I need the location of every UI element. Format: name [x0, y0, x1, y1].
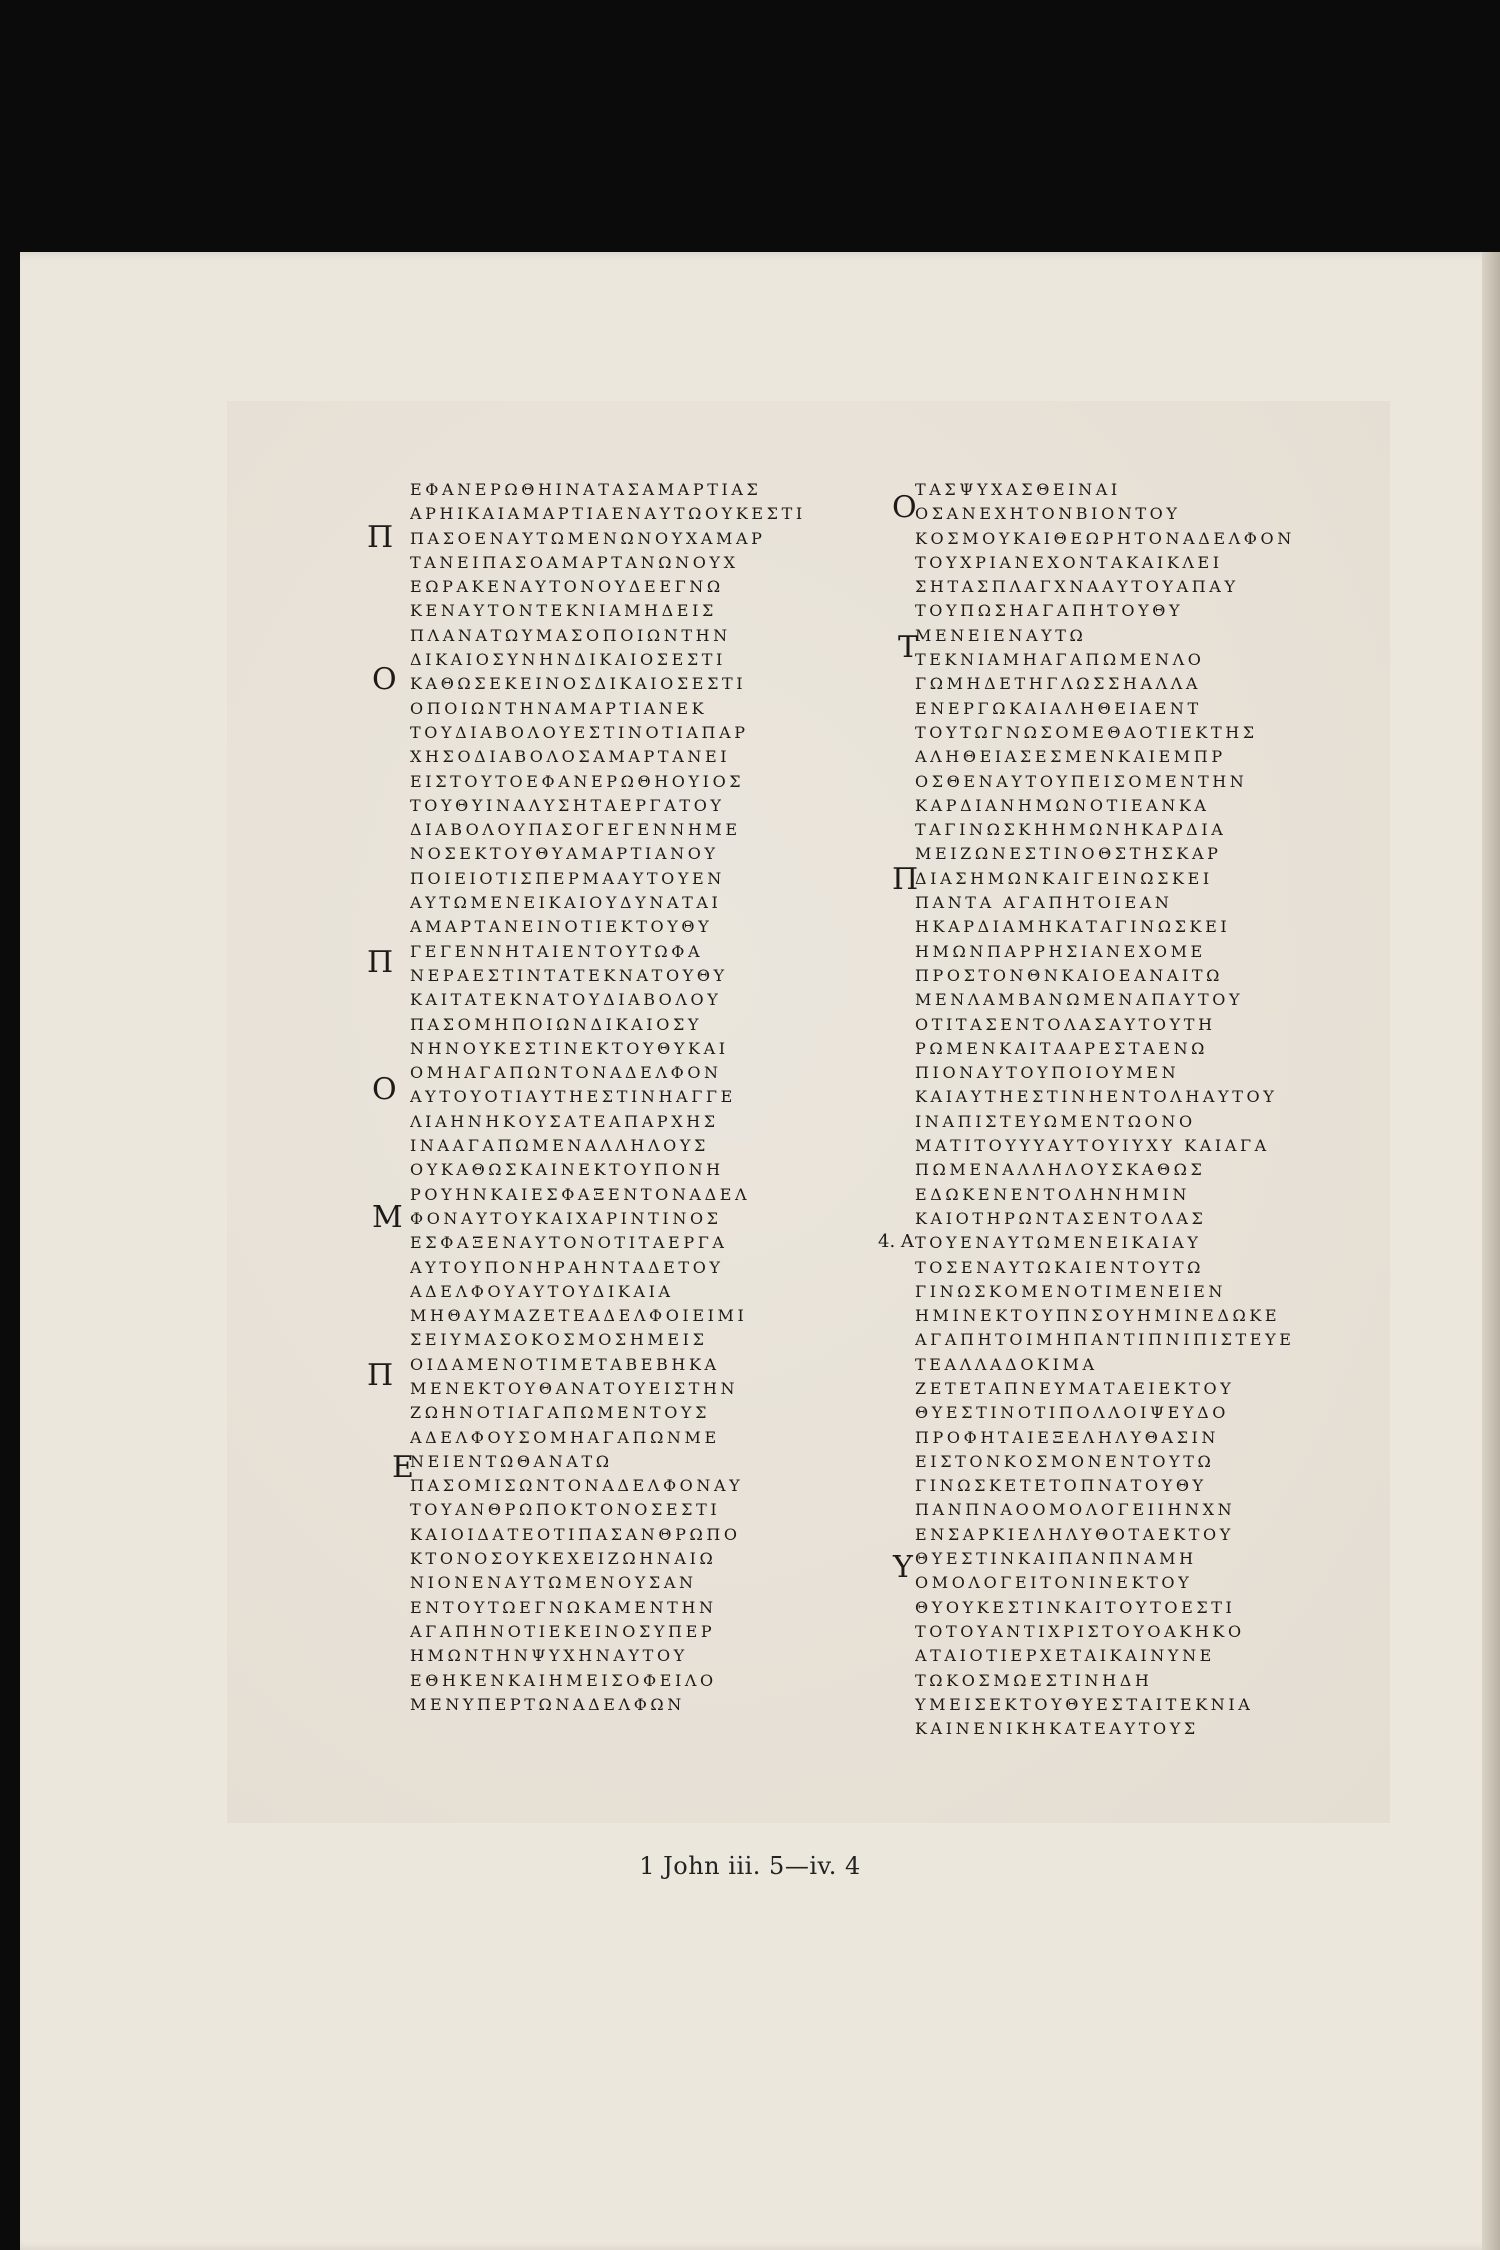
manuscript-line: ΖΩΗΝΟΤΙΑΓΑΠΩΜΕΝΤΟΥΣ: [410, 1403, 711, 1423]
manuscript-line: ΦΟΝΑΥΤΟΥΚΑΙΧΑΡΙΝΤΙΝΟΣ: [410, 1208, 722, 1228]
manuscript-line: ΠΡΟΣΤΟΝΘΝΚΑΙΟΕΑΝΑΙΤΩ: [915, 965, 1224, 985]
manuscript-line: ΑΛΗΘΕΙΑΣΕΣΜΕΝΚΑΙΕΜΠΡ: [915, 747, 1226, 767]
manuscript-line: ΤΟΥΕΝΑΥΤΩΜΕΝΕΙΚΑΙΑΥ: [915, 1233, 1202, 1253]
manuscript-line: ΠΛΑΝΑΤΩΥΜΑΣΟΠΟΙΩΝΤΗΝ: [410, 625, 731, 645]
manuscript-line: ΕΝΕΡΓΩΚΑΙΑΛΗΘΕΙΑΕΝΤ: [915, 698, 1202, 718]
manuscript-line: ΜΕΝΕΚΤΟΥΘΑΝΑΤΟΥΕΙΣΤΗΝ: [410, 1378, 739, 1398]
manuscript-line: ΤΟΤΟΥΑΝΤΙΧΡΙΣΤΟΥΟΑΚΗΚΟ: [915, 1621, 1245, 1641]
manuscript-line: ΙΝΑΑΓΑΠΩΜΕΝΑΛΛΗΛΟΥΣ: [410, 1136, 709, 1156]
manuscript-line: ΤΟΥΧΡΙΑΝΕΧΟΝΤΑΚΑΙΚΛΕΙ: [915, 552, 1223, 572]
manuscript-line: ΕΩΡΑΚΕΝΑΥΤΟΝΟΥΔΕΕΓΝΩ: [410, 577, 724, 597]
manuscript-line: ΓΙΝΩΣΚΕΤΕΤΟΠΝΑΤΟΥΘΥ: [915, 1476, 1207, 1496]
manuscript-line: ΝΗΝΟΥΚΕΣΤΙΝΕΚΤΟΥΘΥΚΑΙ: [410, 1038, 729, 1058]
manuscript-line: ΠΑΝΤΑ ΑΓΑΠΗΤΟΙΕΑΝ: [915, 893, 1173, 913]
manuscript-line: ΤΟΥΤΩΓΝΩΣΟΜΕΘΑΟΤΙΕΚΤΗΣ: [915, 722, 1258, 742]
manuscript-line: ΤΟΥΔΙΑΒΟΛΟΥΕΣΤΙΝΟΤΙΑΠΑΡ: [410, 722, 749, 742]
manuscript-line: ΚΤΟΝΟΣΟΥΚΕΧΕΙΖΩΗΝΑΙΩ: [410, 1549, 717, 1569]
manuscript-line: ΚΑΡΔΙΑΝΗΜΩΝΟΤΙΕΑΝΚΑ: [915, 795, 1210, 815]
manuscript-line: ΠΙΟΝΑΥΤΟΥΠΟΙΟΥΜΕΝ: [915, 1063, 1180, 1083]
manuscript-line: ΑΓΑΠΗΝΟΤΙΕΚΕΙΝΟΣΥΠΕΡ: [410, 1621, 716, 1641]
manuscript-line: ΠΟΙΕΙΟΤΙΣΠΕΡΜΑΑΥΤΟΥΕΝ: [410, 868, 725, 888]
manuscript-line: ΤΑΓΙΝΩΣΚΗΗΜΩΝΗΚΑΡΔΙΑ: [915, 820, 1227, 840]
manuscript-line: ΤΟΥΠΩΣΗΑΓΑΠΗΤΟΥΘΥ: [915, 601, 1184, 621]
paragraph-mark: Υ: [893, 1550, 913, 1585]
manuscript-line: ΕΘΗΚΕΝΚΑΙΗΜΕΙΣΟΦΕΙΛΟ: [410, 1670, 717, 1690]
manuscript-line: ΤΕΑΛΛΑΔΟΚΙΜΑ: [915, 1354, 1098, 1374]
manuscript-line: ΜΗΘΑΥΜΑΖΕΤΕΑΔΕΛΦΟΙΕΙΜΙ: [410, 1306, 748, 1326]
manuscript-line: ΑΓΑΠΗΤΟΙΜΗΠΑΝΤΙΠΝΙΠΙΣΤΕΥΕ: [915, 1330, 1295, 1350]
manuscript-line: ΚΟΣΜΟΥΚΑΙΘΕΩΡΗΤΟΝΑΔΕΛΦΟΝ: [915, 528, 1295, 548]
manuscript-line: ΠΑΣΟΜΙΣΩΝΤΟΝΑΔΕΛΦΟΝΑΥ: [410, 1476, 744, 1496]
verse-number-marker: 4. Α: [878, 1231, 914, 1252]
manuscript-line: ΟΠΟΙΩΝΤΗΝΑΜΑΡΤΙΑΝΕΚ: [410, 698, 708, 718]
paragraph-mark: Τ: [898, 630, 919, 665]
manuscript-line: ΕΦΑΝΕΡΩΘΗΙΝΑΤΑΣΑΜΑΡΤΙΑΣ: [410, 480, 762, 499]
manuscript-line: ΕΔΩΚΕΝΕΝΤΟΛΗΝΗΜΙΝ: [915, 1184, 1190, 1204]
manuscript-line: ΝΕΡΑΕΣΤΙΝΤΑΤΕΚΝΑΤΟΥΘΥ: [410, 965, 728, 985]
manuscript-line: ΘΥΕΣΤΙΝΚΑΙΠΑΝΠΝΑΜΗ: [915, 1549, 1197, 1569]
manuscript-line: ΑΥΤΟΥΠΟΝΗΡΑΗΝΤΑΔΕΤΟΥ: [410, 1257, 724, 1277]
manuscript-line: ΣΗΤΑΣΠΛΑΓΧΝΑΑΥΤΟΥΑΠΑΥ: [915, 577, 1239, 597]
manuscript-line: ΛΙΑΗΝΗΚΟΥΣΑΤΕΑΠΑΡΧΗΣ: [410, 1111, 719, 1131]
manuscript-line: ΚΑΙΟΙΔΑΤΕΟΤΙΠΑΣΑΝΘΡΩΠΟ: [410, 1524, 741, 1544]
manuscript-line: ΕΙΣΤΟΝΚΟΣΜΟΝΕΝΤΟΥΤΩ: [915, 1451, 1215, 1471]
manuscript-line: ΓΙΝΩΣΚΟΜΕΝΟΤΙΜΕΝΕΙΕΝ: [915, 1281, 1226, 1301]
manuscript-line: ΗΜΙΝΕΚΤΟΥΠΝΣΟΥΗΜΙΝΕΔΩΚΕ: [915, 1306, 1281, 1326]
paragraph-mark: Π: [367, 1358, 394, 1393]
manuscript-line: ΚΑΙΟΤΗΡΩΝΤΑΣΕΝΤΟΛΑΣ: [915, 1208, 1207, 1228]
manuscript-line: ΚΕΝΑΥΤΟΝΤΕΚΝΙΑΜΗΔΕΙΣ: [410, 601, 717, 621]
manuscript-line: ΠΩΜΕΝΑΛΛΗΛΟΥΣΚΑΘΩΣ: [915, 1160, 1206, 1180]
manuscript-line: ΤΟΥΘΥΙΝΑΛΥΣΗΤΑΕΡΓΑΤΟΥ: [410, 795, 725, 815]
manuscript-line: ΝΕΙΕΝΤΩΘΑΝΑΤΩ: [410, 1451, 613, 1471]
paragraph-mark: Π: [367, 945, 394, 980]
manuscript-line: ΤΟΥΑΝΘΡΩΠΟΚΤΟΝΟΣΕΣΤΙ: [410, 1500, 721, 1520]
manuscript-column-left: [410, 478, 880, 1717]
manuscript-line: ΣΕΙΥΜΑΣΟΚΟΣΜΟΣΗΜΕΙΣ: [410, 1330, 708, 1350]
manuscript-line: ΟΣΘΕΝΑΥΤΟΥΠΕΙΣΟΜΕΝΤΗΝ: [915, 771, 1248, 791]
manuscript-line: ΕΙΣΤΟΥΤΟΕΦΑΝΕΡΩΘΗΟΥΙΟΣ: [410, 771, 745, 791]
manuscript-line: ΡΟΥΗΝΚΑΙΕΣΦΑΞΕΝΤΟΝΑΔΕΛ: [410, 1184, 751, 1204]
manuscript-line: ΟΣΑΝΕΧΗΤΟΝΒΙΟΝΤΟΥ: [915, 504, 1181, 524]
manuscript-line: ΔΙΚΑΙΟΣΥΝΗΝΔΙΚΑΙΟΣΕΣΤΙ: [410, 650, 726, 670]
manuscript-line: ΑΡΗΙΚΑΙΑΜΑΡΤΙΑΕΝΑΥΤΩΟΥΚΕΣΤΙ: [410, 504, 806, 524]
manuscript-line: ΔΙΑΒΟΛΟΥΠΑΣΟΓΕΓΕΝΝΗΜΕ: [410, 820, 741, 840]
manuscript-line: ΗΚΑΡΔΙΑΜΗΚΑΤΑΓΙΝΩΣΚΕΙ: [915, 917, 1231, 937]
manuscript-line: ΚΑΘΩΣΕΚΕΙΝΟΣΔΙΚΑΙΟΣΕΣΤΙ: [410, 674, 747, 694]
manuscript-line: ΕΝΣΑΡΚΙΕΛΗΛΥΘΟΤΑΕΚΤΟΥ: [915, 1524, 1234, 1544]
plate-caption: 1 John iii. 5—iv. 4: [639, 1852, 861, 1880]
manuscript-line: ΑΤΑΙΟΤΙΕΡΧΕΤΑΙΚΑΙΝΥΝΕ: [915, 1646, 1215, 1666]
manuscript-line: ΘΥΕΣΤΙΝΟΤΙΠΟΛΛΟΙΨΕΥΔΟ: [915, 1403, 1229, 1423]
manuscript-line: ΑΜΑΡΤΑΝΕΙΝΟΤΙΕΚΤΟΥΘΥ: [410, 917, 713, 937]
manuscript-line: ΠΑΝΠΝΑΟΟΜΟΛΟΓΕΙΙΗΝΧΝ: [915, 1500, 1236, 1520]
manuscript-line: ΤΩΚΟΣΜΩΕΣΤΙΝΗΔΗ: [915, 1670, 1153, 1690]
manuscript-line: ΖΕΤΕΤΑΠΝΕΥΜΑΤΑΕΙΕΚΤΟΥ: [915, 1378, 1235, 1398]
manuscript-line: ΡΩΜΕΝΚΑΙΤΑΑΡΕΣΤΑΕΝΩ: [915, 1038, 1209, 1058]
paragraph-mark: Ο: [892, 490, 917, 525]
manuscript-line: ΤΟΣΕΝΑΥΤΩΚΑΙΕΝΤΟΥΤΩ: [915, 1257, 1205, 1277]
manuscript-line: ΚΑΙΤΑΤΕΚΝΑΤΟΥΔΙΑΒΟΛΟΥ: [410, 990, 722, 1010]
manuscript-line: ΗΜΩΝΤΗΝΨΥΧΗΝΑΥΤΟΥ: [410, 1646, 688, 1666]
paragraph-mark: Μ: [372, 1200, 403, 1235]
manuscript-line: ΕΝΤΟΥΤΩΕΓΝΩΚΑΜΕΝΤΗΝ: [410, 1597, 717, 1617]
paragraph-mark: Ο: [372, 1072, 397, 1107]
manuscript-line: ΔΙΑΣΗΜΩΝΚΑΙΓΕΙΝΩΣΚΕΙ: [915, 868, 1213, 888]
paragraph-mark: Π: [367, 520, 394, 555]
manuscript-line: ΕΣΦΑΞΕΝΑΥΤΟΝΟΤΙΤΑΕΡΓΑ: [410, 1233, 728, 1253]
manuscript-line: ΜΕΝΕΙΕΝΑΥΤΩ: [915, 625, 1087, 645]
manuscript-column-right: [915, 478, 1365, 1741]
manuscript-line: ΜΑΤΙΤΟΥΥΥΑΥΤΟΥΙΥΧΥ ΚΑΙΑΓΑ: [915, 1136, 1270, 1156]
manuscript-line: ΙΝΑΠΙΣΤΕΥΩΜΕΝΤΩΟΝΟ: [915, 1111, 1196, 1131]
manuscript-line: ΤΕΚΝΙΑΜΗΑΓΑΠΩΜΕΝΛΟ: [915, 650, 1205, 670]
manuscript-line: ΜΕΝΥΠΕΡΤΩΝΑΔΕΛΦΩΝ: [410, 1694, 685, 1714]
paragraph-mark: Ο: [372, 662, 397, 697]
manuscript-line: ΘΥΟΥΚΕΣΤΙΝΚΑΙΤΟΥΤΟΕΣΤΙ: [915, 1597, 1236, 1617]
manuscript-line: ΜΕΙΖΩΝΕΣΤΙΝΟΘΣΤΗΣΚΑΡ: [915, 844, 1222, 864]
manuscript-line: ΚΑΙΝΕΝΙΚΗΚΑΤΕΑΥΤΟΥΣ: [915, 1719, 1199, 1739]
manuscript-line: ΝΙΟΝΕΝΑΥΤΩΜΕΝΟΥΣΑΝ: [410, 1573, 697, 1593]
manuscript-line: ΥΜΕΙΣΕΚΤΟΥΘΥΕΣΤΑΙΤΕΚΝΙΑ: [915, 1694, 1254, 1714]
manuscript-line: ΑΥΤΟΥΟΤΙΑΥΤΗΕΣΤΙΝΗΑΓΓΕ: [410, 1087, 736, 1107]
manuscript-line: ΚΑΙΑΥΤΗΕΣΤΙΝΗΕΝΤΟΛΗΑΥΤΟΥ: [915, 1087, 1278, 1107]
manuscript-line: ΠΑΣΟΕΝΑΥΤΩΜΕΝΩΝΟΥΧΑΜΑΡ: [410, 528, 766, 548]
manuscript-line: ΟΜΗΑΓΑΠΩΝΤΟΝΑΔΕΛΦΟΝ: [410, 1063, 722, 1083]
manuscript-line: ΑΔΕΛΦΟΥΣΟΜΗΑΓΑΠΩΝΜΕ: [410, 1427, 720, 1447]
paragraph-mark: Π: [892, 862, 919, 897]
manuscript-line: ΟΤΙΤΑΣΕΝΤΟΛΑΣΑΥΤΟΥΤΗ: [915, 1014, 1216, 1034]
manuscript-line: ΗΜΩΝΠΑΡΡΗΣΙΑΝΕΧΟΜΕ: [915, 941, 1206, 961]
manuscript-line: ΟΙΔΑΜΕΝΟΤΙΜΕΤΑΒΕΒΗΚΑ: [410, 1354, 720, 1374]
manuscript-line: ΓΕΓΕΝΝΗΤΑΙΕΝΤΟΥΤΩΦΑ: [410, 941, 704, 961]
manuscript-line: ΑΥΤΩΜΕΝΕΙΚΑΙΟΥΔΥΝΑΤΑΙ: [410, 893, 722, 913]
manuscript-line: ΠΑΣΟΜΗΠΟΙΩΝΔΙΚΑΙΟΣΥ: [410, 1014, 703, 1034]
manuscript-line: ΟΜΟΛΟΓΕΙΤΟΝΙΝΕΚΤΟΥ: [915, 1573, 1193, 1593]
manuscript-line: ΧΗΣΟΔΙΑΒΟΛΟΣΑΜΑΡΤΑΝΕΙ: [410, 747, 731, 767]
manuscript-line: ΜΕΝΛΑΜΒΑΝΩΜΕΝΑΠΑΥΤΟΥ: [915, 990, 1244, 1010]
manuscript-line: ΟΥΚΑΘΩΣΚΑΙΝΕΚΤΟΥΠΟΝΗ: [410, 1160, 724, 1180]
page-edge: [1482, 252, 1500, 2250]
paragraph-mark: Ε: [392, 1450, 414, 1485]
manuscript-line: ΓΩΜΗΔΕΤΗΓΛΩΣΣΗΑΛΛΑ: [915, 674, 1202, 694]
manuscript-line: ΤΑΣΨΥΧΑΣΘΕΙΝΑΙ: [915, 480, 1121, 499]
manuscript-line: ΤΑΝΕΙΠΑΣΟΑΜΑΡΤΑΝΩΝΟΥΧ: [410, 552, 739, 572]
manuscript-line: ΝΟΣΕΚΤΟΥΘΥΑΜΑΡΤΙΑΝΟΥ: [410, 844, 719, 864]
manuscript-line: ΠΡΟΦΗΤΑΙΕΞΕΛΗΛΥΘΑΣΙΝ: [915, 1427, 1219, 1447]
manuscript-line: ΑΔΕΛΦΟΥΑΥΤΟΥΔΙΚΑΙΑ: [410, 1281, 674, 1301]
